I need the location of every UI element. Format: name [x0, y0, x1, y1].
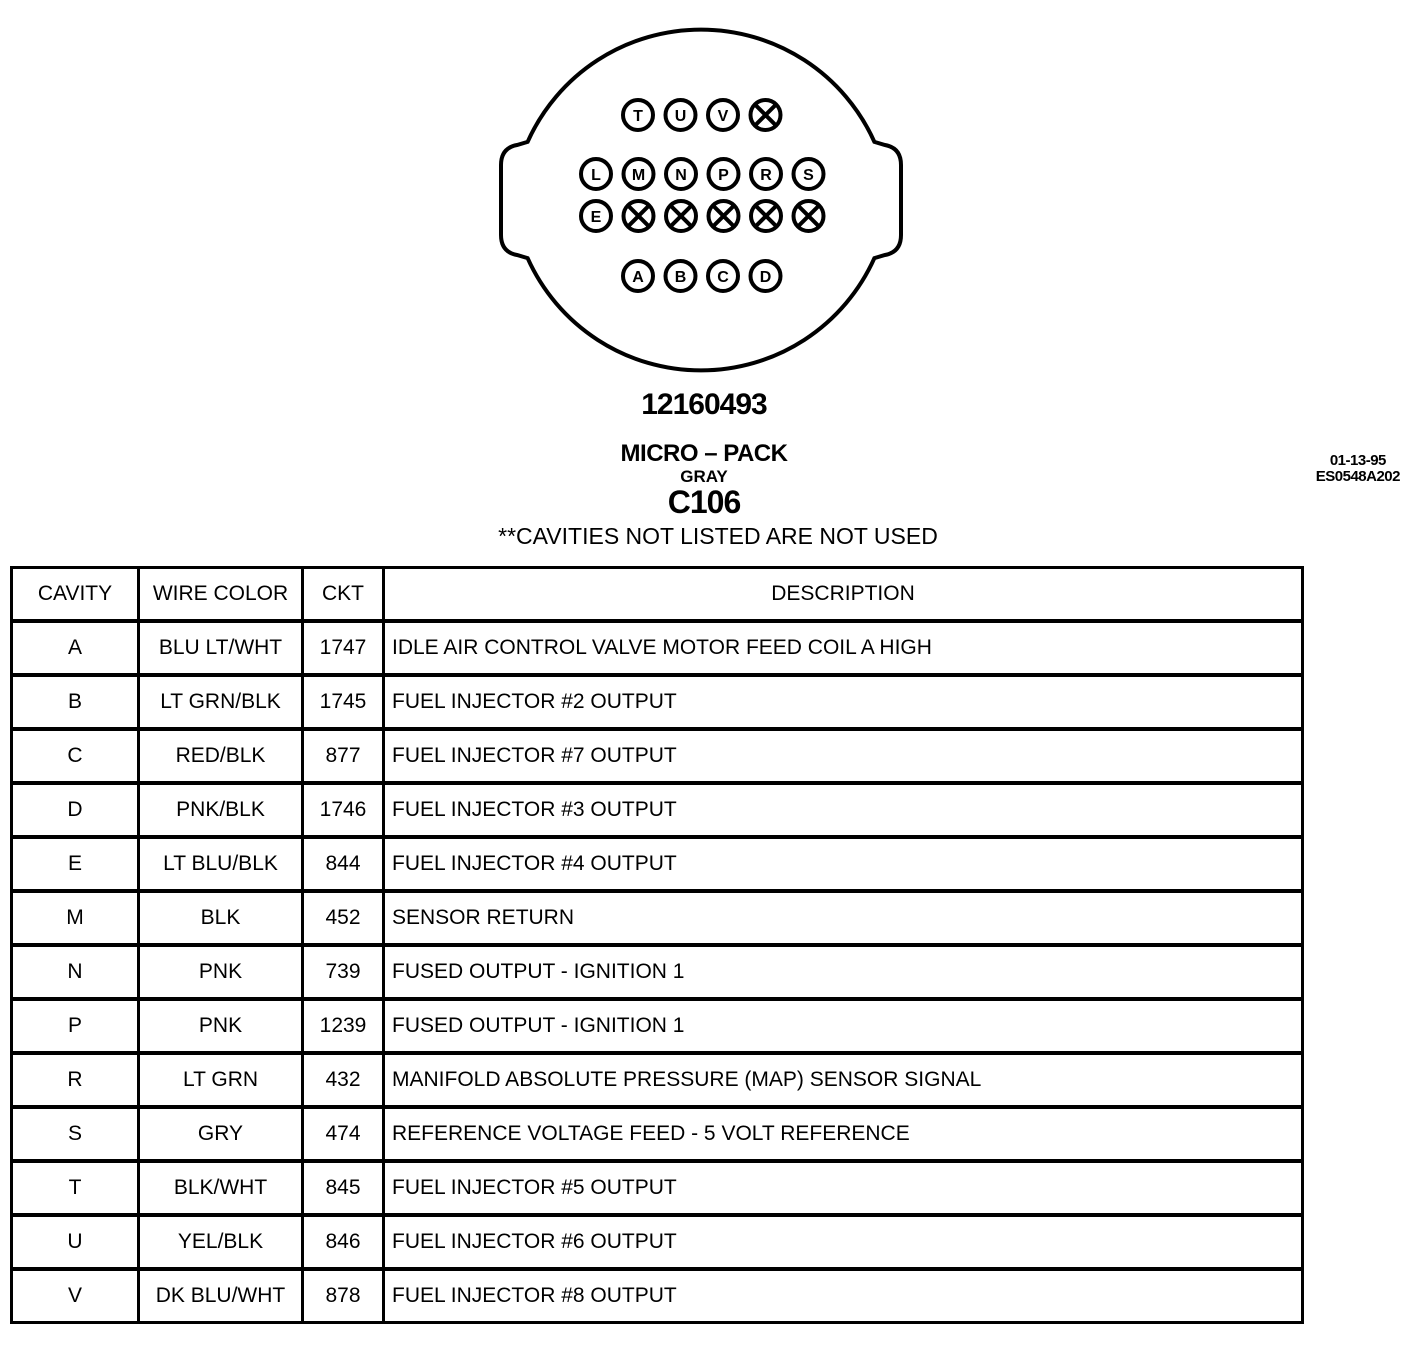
cell-ckt: 474	[304, 1109, 385, 1163]
table-row	[13, 1163, 1301, 1217]
cell-description: FUEL INJECTOR #4 OUTPUT	[385, 839, 1301, 893]
cavity-b	[666, 261, 696, 291]
cavity-c	[708, 261, 738, 291]
cell-description: MANIFOLD ABSOLUTE PRESSURE (MAP) SENSOR SIGNAL	[385, 1055, 1301, 1109]
cell-cavity: U	[13, 1217, 140, 1271]
cell-wire-color: LT BLU/BLK	[140, 839, 304, 893]
cavity-e	[581, 201, 611, 231]
cavity-d	[751, 261, 781, 291]
cell-cavity: M	[13, 893, 140, 947]
cell-description: FUEL INJECTOR #7 OUTPUT	[385, 731, 1301, 785]
cavity-label: P	[718, 167, 729, 184]
document-ref-code: ES0548A202	[1315, 468, 1400, 485]
cell-wire-color: GRY	[140, 1109, 304, 1163]
connector-face-diagram	[0, 0, 1408, 380]
cell-ckt: 1239	[304, 1001, 385, 1055]
cell-wire-color: BLK	[140, 893, 304, 947]
cavity-label: C	[717, 269, 729, 286]
cavity-label: R	[760, 167, 772, 184]
table-row	[13, 1109, 1301, 1163]
cell-description: FUEL INJECTOR #5 OUTPUT	[385, 1163, 1301, 1217]
cell-ckt: 452	[304, 893, 385, 947]
cavity-unused	[666, 201, 696, 231]
table-row	[13, 785, 1301, 839]
cavity-label: S	[803, 167, 814, 184]
cell-description: IDLE AIR CONTROL VALVE MOTOR FEED COIL A HIGH	[385, 623, 1301, 677]
cell-description: FUEL INJECTOR #8 OUTPUT	[392, 1284, 677, 1307]
header-description: DESCRIPTION	[385, 569, 1301, 623]
table-row	[13, 1217, 1301, 1271]
cell-description: FUSED OUTPUT - IGNITION 1	[385, 947, 1301, 1001]
cell-description: FUSED OUTPUT - IGNITION 1	[385, 1001, 1301, 1055]
cavity-label: L	[591, 167, 601, 184]
table-row	[13, 731, 1301, 785]
cell-cavity: T	[13, 1163, 140, 1217]
cavity-p	[709, 159, 739, 189]
cavity-label: M	[631, 167, 646, 184]
cavity-u	[666, 100, 696, 130]
cavity-n	[666, 159, 696, 189]
cell-description: FUEL INJECTOR #3 OUTPUT	[385, 785, 1301, 839]
cell-cavity: R	[13, 1055, 140, 1109]
document-date: 01-13-95	[1329, 452, 1386, 469]
cavity-label: D	[759, 269, 772, 286]
cell-wire-color: YEL/BLK	[140, 1217, 304, 1271]
cell-wire-color: LT GRN	[140, 1055, 304, 1109]
cavity-label: T	[633, 108, 643, 125]
cavity-label: E	[590, 209, 602, 226]
cell-ckt: 1745	[304, 677, 385, 731]
cell-wire-color: PNK/BLK	[140, 785, 304, 839]
cell-description: FUEL INJECTOR #2 OUTPUT	[385, 677, 1301, 731]
cell-cavity: C	[13, 731, 140, 785]
cell-wire-color: LT GRN/BLK	[140, 677, 304, 731]
table-row	[13, 1001, 1301, 1055]
document-reference	[1316, 453, 1400, 485]
table-row	[13, 1271, 1301, 1321]
cell-wire-color: PNK	[140, 947, 304, 1001]
cavity-label: V	[717, 108, 729, 125]
cavity-a	[623, 261, 653, 291]
table-row	[13, 839, 1301, 893]
cell-ckt: 844	[304, 839, 385, 893]
cavity-s	[794, 159, 824, 189]
table-row	[13, 1055, 1301, 1109]
cavity-r	[751, 159, 781, 189]
cell-cavity: E	[13, 839, 140, 893]
cavity-unused	[794, 201, 824, 231]
table-row	[13, 893, 1301, 947]
cell-ckt: 845	[304, 1163, 385, 1217]
cell-ckt: 877	[304, 731, 385, 785]
cell-wire-color: BLU LT/WHT	[140, 623, 304, 677]
cavity-l	[581, 159, 611, 189]
cell-cavity: N	[13, 947, 140, 1001]
cell-ckt: 846	[304, 1217, 385, 1271]
cell-ckt: 432	[304, 1055, 385, 1109]
cell-cavity: V	[13, 1271, 140, 1321]
cell-ckt: 878	[304, 1271, 385, 1321]
cell-ckt: 1746	[304, 785, 385, 839]
table-row	[13, 677, 1301, 731]
cavity-unused	[709, 201, 739, 231]
cell-wire-color: DK BLU/WHT	[140, 1271, 304, 1321]
cell-ckt: 739	[304, 947, 385, 1001]
cell-wire-color: BLK/WHT	[140, 1163, 304, 1217]
table-row	[13, 623, 1301, 677]
cavity-label: A	[632, 269, 644, 286]
connector-id: C106	[667, 484, 741, 520]
header-cavity: CAVITY	[13, 569, 140, 623]
cell-description: REFERENCE VOLTAGE FEED - 5 VOLT REFERENCE	[385, 1109, 1301, 1163]
cell-wire-color: PNK	[140, 1001, 304, 1055]
cell-cavity: P	[13, 1001, 140, 1055]
cell-description: FUEL INJECTOR #6 OUTPUT	[385, 1217, 1301, 1271]
unused-cavities-note: **CAVITIES NOT LISTED ARE NOT USED	[498, 523, 938, 549]
cell-cavity: A	[13, 623, 140, 677]
table-row	[13, 947, 1301, 1001]
cavity-m	[624, 159, 654, 189]
cavity-label: B	[674, 269, 687, 286]
cavity-v	[708, 100, 738, 130]
cavity-unused	[751, 201, 781, 231]
connector-outline	[501, 30, 901, 371]
cavity-t	[623, 100, 653, 130]
cell-cavity: B	[13, 677, 140, 731]
table-header-row	[13, 569, 1301, 623]
cell-ckt: 1747	[304, 623, 385, 677]
cavity-label: U	[674, 108, 687, 125]
part-number: 12160493	[641, 388, 767, 421]
cell-wire-color: RED/BLK	[140, 731, 304, 785]
cavity-label: N	[675, 167, 687, 184]
cell-description: SENSOR RETURN	[385, 893, 1301, 947]
connector-color: GRAY	[680, 467, 728, 486]
header-wire-color: WIRE COLOR	[140, 569, 304, 623]
cell-cavity: D	[13, 785, 140, 839]
cavity-unused	[624, 201, 654, 231]
connector-type: MICRO – PACK	[620, 440, 788, 467]
pinout-table	[10, 566, 1304, 1324]
header-ckt: CKT	[304, 569, 385, 623]
cavity-unused	[751, 100, 781, 130]
cell-cavity: S	[13, 1109, 140, 1163]
